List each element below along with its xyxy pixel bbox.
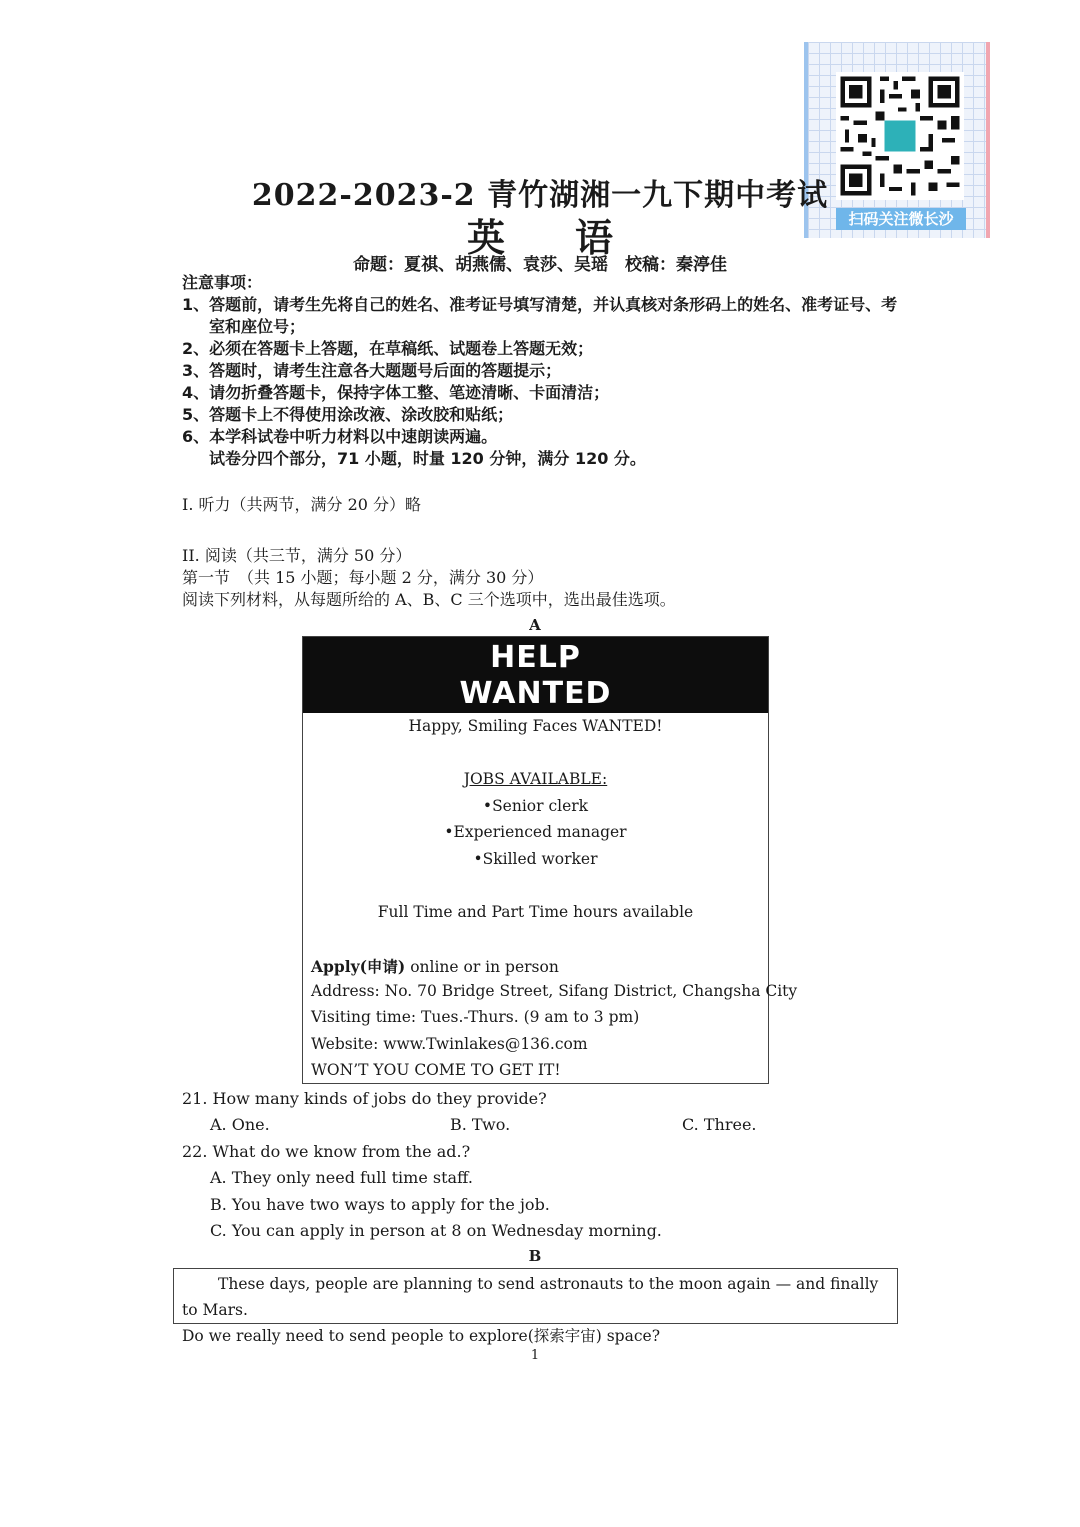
ad-banner-line2: WANTED <box>459 676 612 711</box>
question-22-option: C. You can apply in person at 8 on Wednesday morning. <box>210 1221 662 1240</box>
ad-banner <box>303 637 768 713</box>
notice-heading: 注意事项： <box>182 273 263 292</box>
subject-title: 英语 <box>466 215 683 260</box>
passage-label-b: B <box>528 1247 542 1265</box>
notice-summary: 试卷分四个部分，71 小题，时量 120 分钟，满分 120 分。 <box>209 449 646 468</box>
notice-item: 2、必须在答题卡上答题，在草稿纸、试题卷上答题无效； <box>182 339 594 358</box>
section-reading-part: 第一节 （共 15 小题；每小题 2 分，满分 30 分） <box>182 568 544 587</box>
ad-closing: WON’T YOU COME TO GET IT! <box>311 1061 561 1079</box>
ad-tagline: Happy, Smiling Faces WANTED! <box>408 717 663 735</box>
ad-jobs-heading: JOBS AVAILABLE: <box>463 770 608 788</box>
passage-label-a: A <box>529 616 541 634</box>
question-21-option: A. One. <box>210 1115 270 1134</box>
ad-job-item: •Experienced manager <box>444 823 627 841</box>
help-wanted-ad <box>302 636 798 1084</box>
ad-banner-line1: HELP <box>490 640 581 675</box>
notice-item: 5、答题卡上不得使用涂改液、涂改胶和贴纸； <box>182 405 514 424</box>
ad-apply <box>311 955 559 977</box>
ad-website: Website: www.Twinlakes@136.com <box>311 1035 588 1053</box>
notice-item: 3、答题时，请考生注意各大题题号后面的答题提示； <box>182 361 562 380</box>
ad-job-item: •Senior clerk <box>482 797 589 815</box>
qr-caption: 扫码关注微长沙 <box>836 208 966 230</box>
question-21-option: B. Two. <box>450 1115 511 1134</box>
authors-line: 命题：夏祺、胡燕儒、袁莎、吴瑶 校稿：秦渟佳 <box>353 255 727 275</box>
ad-job-item: •Skilled worker <box>473 850 598 868</box>
notice-item: 1、答题前，请考生先将自己的姓名、准考证号填写清楚，并认真核对条形码上的姓名、准考证号、考室和座位号； <box>182 295 898 336</box>
passage-b-box <box>173 1268 898 1345</box>
passage-b-line: These days, people are planning to send astronauts to the moon again — and finally to Mars. <box>182 1275 879 1319</box>
ad-address: Address: No. 70 Bridge Street, Sifang District, Changsha City <box>311 982 798 1000</box>
page-number: 1 <box>530 1348 540 1363</box>
section-listening: I. 听力（共两节，满分 20 分）略 <box>182 495 422 514</box>
ad-visiting-time: Visiting time: Tues.-Thurs. (9 am to 3 pm) <box>311 1008 640 1026</box>
ad-apply-rest: online or in person <box>405 958 559 976</box>
question-21-stem: 21. How many kinds of jobs do they provide? <box>182 1089 547 1108</box>
notice-section <box>182 272 902 470</box>
question-22-option: B. You have two ways to apply for the job. <box>210 1195 550 1214</box>
question-21-option: C. Three. <box>682 1115 757 1134</box>
notice-item: 6、本学科试卷中听力材料以中速朗读两遍。 <box>182 427 498 446</box>
ad-apply-bold: Apply(申请) <box>311 957 406 976</box>
notice-item: 4、请勿折叠答题卡，保持字体工整、笔迹清晰、卡面清洁； <box>182 383 610 402</box>
passage-b-line: Do we really need to send people to explore(探索宇宙) space? <box>182 1327 661 1345</box>
section-reading-instruction: 阅读下列材料，从每题所给的 A、B、C 三个选项中，选出最佳选项。 <box>182 590 676 609</box>
question-22-stem: 22. What do we know from the ad.? <box>182 1142 471 1161</box>
section-reading-title: II. 阅读（共三节，满分 50 分） <box>182 546 412 565</box>
exam-title: 2022-2023-2 青竹湖湘一九下期中考试 <box>251 178 829 213</box>
question-22-option: A. They only need full time staff. <box>210 1168 473 1187</box>
section-reading <box>182 545 882 611</box>
ad-hours: Full Time and Part Time hours available <box>377 903 694 921</box>
